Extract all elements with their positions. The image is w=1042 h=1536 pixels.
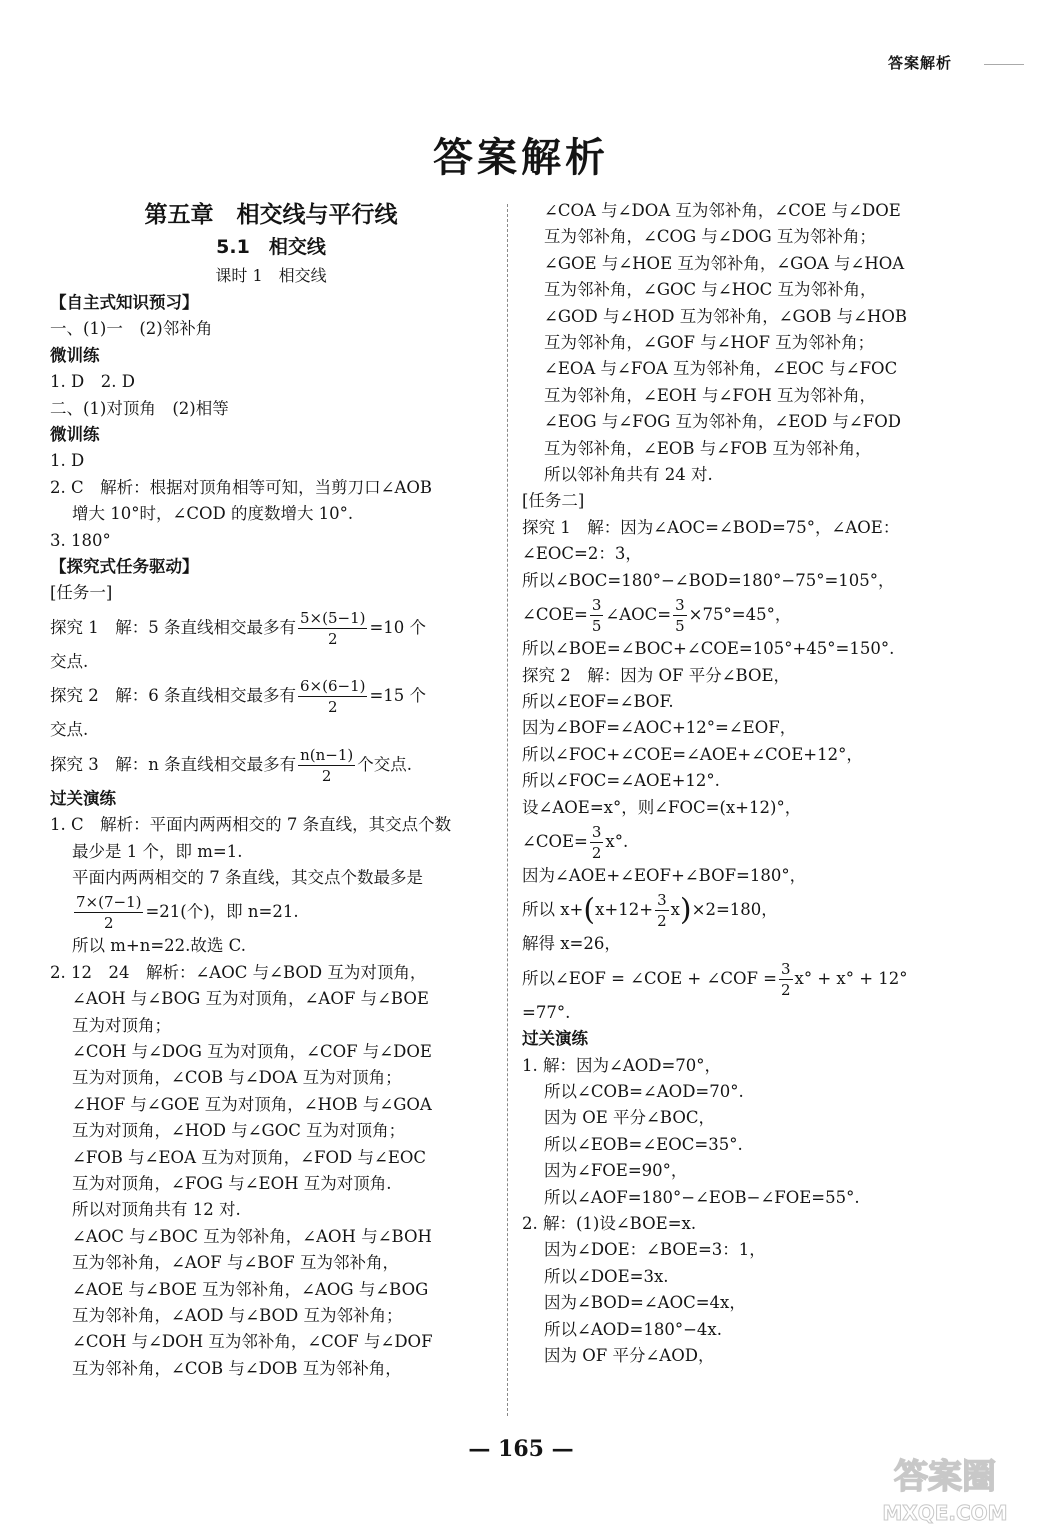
fraction: $\frac{n(n-1)}{2}$	[300, 745, 354, 785]
fraction: $\frac{5\times(5-1)}{2}$	[300, 608, 366, 648]
fraction: $\frac{3}{5}$	[591, 596, 602, 636]
text-line: 交点.	[50, 720, 89, 740]
column-divider	[507, 204, 508, 1416]
text-line: 探究 2 解：因为 OF 平分∠BOE，	[522, 665, 791, 685]
text-line: 因为 OE 平分∠BOC，	[544, 1108, 715, 1128]
text-line: 所以 x+(x+12+ $\frac{3}{2}$ x)×2=180，	[522, 891, 778, 931]
text-line: 一、(1)一 (2)邻补角	[50, 319, 213, 339]
text-line: ∠AOH 与∠BOG 互为对顶角，∠AOF 与∠BOE	[72, 989, 429, 1009]
text-line: 所以∠EOB=∠EOC=35°.	[544, 1134, 743, 1154]
text-line: 所以∠AOD=180°−4x.	[544, 1319, 722, 1339]
text-line: ∠COH 与∠DOG 互为对顶角，∠COF 与∠DOE	[72, 1041, 432, 1061]
header-rule	[984, 64, 1024, 65]
task-label: [任务二]	[522, 491, 585, 511]
fraction: $\frac{6\times(6-1)}{2}$	[300, 677, 366, 717]
text-line: ∠GOD 与∠HOD 互为邻补角，∠GOB 与∠HOB	[544, 306, 907, 326]
text-line: 最少是 1 个，即 m=1.	[72, 841, 243, 861]
text-line: 所以∠COB=∠AOD=70°.	[544, 1081, 744, 1101]
text-line: 所以∠AOF=180°−∠EOB−∠FOE=55°.	[544, 1187, 860, 1207]
text-line: 所以邻补角共有 24 对.	[544, 465, 713, 485]
watermark-bottom: MXQE.COM	[882, 1501, 1008, 1525]
page-title: 答案解析	[433, 135, 609, 181]
micro-training-heading: 微训练	[50, 425, 100, 445]
text-line: $\frac{7\times(7-1)}{2}$ =21(个)，即 n=21.	[76, 893, 299, 933]
text-line: ∠AOE 与∠BOE 互为邻补角，∠AOG 与∠BOG	[72, 1279, 429, 1299]
text-line: 互为邻补角，∠EOB 与∠FOB 互为邻补角，	[544, 438, 872, 458]
practice-heading: 过关演练	[50, 788, 116, 808]
task-heading: 【探究式任务驱动】	[50, 557, 199, 577]
text-line: 1. C 解析：平面内两两相交的 7 条直线，其交点个数	[50, 815, 452, 835]
text-line: ∠HOF 与∠GOE 互为对顶角，∠HOB 与∠GOA	[72, 1094, 432, 1114]
fraction: $\frac{3}{5}$	[675, 596, 685, 636]
page-number: — 165 —	[468, 1436, 574, 1462]
text-line: 所以∠BOE=∠BOC+∠COE=105°+45°=150°.	[522, 639, 895, 659]
text-line: 所以∠BOC=180°−∠BOD=180°−75°=105°，	[522, 570, 895, 590]
text-line: 设∠AOE=x°，则∠FOC=(x+12)°，	[522, 797, 802, 817]
text-line: ∠AOC 与∠BOC 互为邻补角，∠AOH 与∠BOH	[72, 1226, 432, 1246]
text-line: ∠EOC=2：3，	[522, 544, 642, 564]
text-line: 互为对顶角，∠COB 与∠DOA 互为对顶角；	[72, 1068, 402, 1088]
text-line: =77°.	[522, 1002, 571, 1022]
explore-line: 探究 1 解：5 条直线相交最多有 $\frac{5\times(5-1)}{2}$ =10 个	[50, 608, 427, 648]
text-line: 所以对顶角共有 12 对.	[72, 1200, 241, 1220]
fraction: $\frac{7\times(7-1)}{2}$	[76, 893, 142, 933]
text-line: 2. C 解析：根据对顶角相等可知，当剪刀口∠AOB	[50, 477, 433, 497]
text-line: 2. 解：(1)设∠BOE=x.	[522, 1214, 697, 1233]
explore-line: 探究 3 解：n 条直线相交最多有 $\frac{n(n-1)}{2}$ 个交点.	[50, 745, 413, 785]
text-line: 互为对顶角；	[72, 1015, 171, 1035]
text-line: ∠GOE 与∠HOE 互为邻补角，∠GOA 与∠HOA	[544, 253, 905, 273]
text-line: 所以∠FOC+∠COE=∠AOE+∠COE+12°，	[522, 744, 863, 764]
text-line: 所以∠EOF=∠BOF.	[522, 691, 674, 711]
text-line: 增大 10°时，∠COD 的度数增大 10°.	[72, 504, 354, 524]
text-line: 平面内两两相交的 7 条直线，其交点个数最多是	[72, 867, 423, 887]
text-line: 交点.	[50, 651, 89, 671]
text-line: ∠EOG 与∠FOG 互为邻补角，∠EOD 与∠FOD	[544, 412, 901, 432]
fraction: $\frac{3}{2}$	[657, 891, 667, 931]
text-line: 互为对顶角，∠FOG 与∠EOH 互为对顶角.	[72, 1173, 392, 1193]
fraction: $\frac{3}{2}$	[591, 822, 602, 862]
text-line: 因为∠DOE：∠BOE=3：1，	[544, 1240, 766, 1260]
text-line: 互为邻补角，∠COG 与∠DOG 互为邻补角；	[544, 227, 876, 247]
text-line: 二、(1)对顶角 (2)相等	[50, 398, 229, 418]
explore-line: 探究 2 解：6 条直线相交最多有 $\frac{6\times(6-1)}{2}$ =15 个	[50, 677, 427, 717]
text-line: 互为邻补角，∠COB 与∠DOB 互为邻补角，	[72, 1358, 402, 1378]
practice-heading: 过关演练	[522, 1029, 588, 1049]
text-line: 所以∠EOF = ∠COE + ∠COF = $\frac{3}{2}$ x° + x° + 12°	[522, 959, 908, 999]
text-line: 解得 x=26，	[522, 934, 621, 954]
text-line: 3. 180°	[50, 530, 111, 550]
micro-training-heading: 微训练	[50, 345, 100, 365]
text-line: 互为邻补角，∠EOH 与∠FOH 互为邻补角，	[544, 385, 876, 405]
text-line: ∠EOA 与∠FOA 互为邻补角，∠EOC 与∠FOC	[544, 359, 898, 379]
left-column	[50, 198, 492, 1382]
text-line: 1. 解：因为∠AOD=70°，	[522, 1055, 722, 1075]
text-line: 探究 1 解：因为∠AOC=∠BOD=75°，∠AOE：	[522, 517, 900, 537]
section-title: 5.1 相交线	[216, 236, 326, 258]
text-line: ∠COE= $\frac{3}{5}$ ∠AOC= $\frac{3}{5}$ ×75°=45°，	[522, 596, 792, 636]
watermark-logo	[870, 1448, 1020, 1528]
right-column	[522, 198, 964, 1369]
text-line: 互为邻补角，∠AOF 与∠BOF 互为邻补角，	[72, 1253, 399, 1273]
text-line: ∠COA 与∠DOA 互为邻补角，∠COE 与∠DOE	[544, 201, 901, 220]
text-line: 互为邻补角，∠AOD 与∠BOD 互为邻补角；	[72, 1306, 403, 1325]
text-line: 互为邻补角，∠GOC 与∠HOC 互为邻补角，	[544, 280, 877, 300]
chapter-title: 第五章 相交线与平行线	[144, 202, 398, 228]
watermark-top: 答案圈	[894, 1457, 996, 1497]
lesson-title: 课时 1 相交线	[215, 266, 327, 285]
text-line: ∠COH 与∠DOH 互为邻补角，∠COF 与∠DOF	[72, 1332, 433, 1352]
text-line: 因为∠FOE=90°，	[544, 1161, 688, 1181]
text-line: 所以∠DOE=3x.	[544, 1266, 669, 1286]
text-line: ∠FOB 与∠EOA 互为对顶角，∠FOD 与∠EOC	[72, 1147, 427, 1167]
text-line: 因为∠BOD=∠AOC=4x，	[544, 1293, 746, 1313]
text-line: 所以 m+n=22.故选 C.	[72, 936, 246, 956]
fraction: $\frac{3}{2}$	[781, 959, 791, 999]
task-label: [任务一]	[50, 583, 113, 603]
text-line: 2. 12 24 解析：∠AOC 与∠BOD 互为对顶角，	[50, 962, 427, 982]
text-line: 1. D 2. D	[50, 372, 135, 392]
text-line: 因为∠AOE+∠EOF+∠BOF=180°，	[522, 865, 807, 885]
text-line: ∠COE= $\frac{3}{2}$ x°.	[522, 822, 629, 862]
header-tag: 答案解析	[887, 54, 952, 72]
text-line: 因为∠BOF=∠AOC+12°=∠EOF，	[522, 718, 797, 738]
text-line: 1. D	[50, 451, 85, 471]
text-line: 互为对顶角，∠HOD 与∠GOC 互为对顶角；	[72, 1121, 406, 1141]
text-line: 因为 OF 平分∠AOD，	[544, 1346, 715, 1366]
text-line: 所以∠FOC=∠AOE+12°.	[522, 771, 720, 791]
preview-heading: 【自主式知识预习】	[50, 293, 199, 312]
text-line: 互为邻补角，∠GOF 与∠HOF 互为邻补角；	[544, 333, 875, 353]
